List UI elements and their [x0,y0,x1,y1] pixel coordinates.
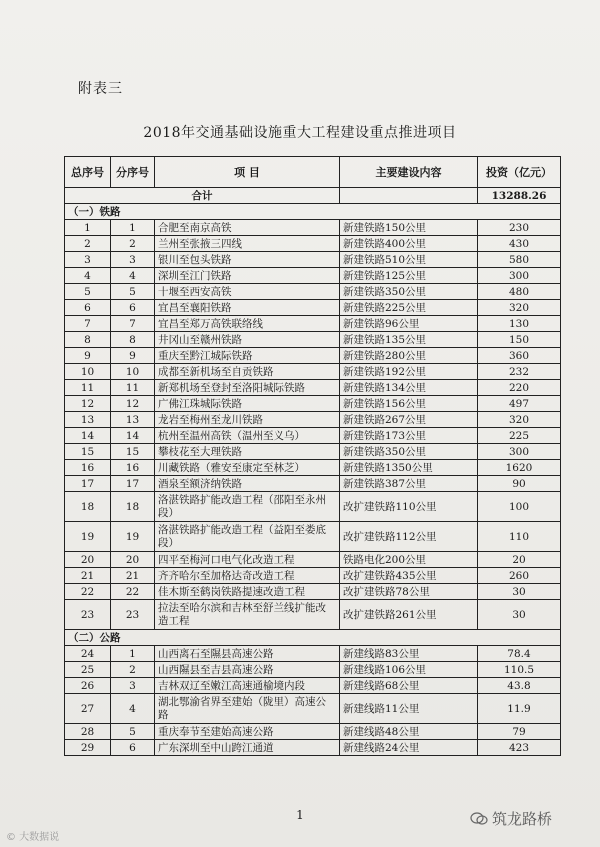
header-project: 项 目 [155,157,340,188]
total-no-cell: 20 [65,552,111,568]
sub-no-cell: 1 [111,646,155,662]
content-cell: 新建铁路134公里 [340,380,478,396]
table-row [65,332,561,348]
investment-cell: 110.5 [478,662,561,678]
table-row [65,300,561,316]
sub-no-cell: 18 [111,492,155,522]
total-no-cell: 11 [65,380,111,396]
content-cell: 新建铁路156公里 [340,396,478,412]
table-row [65,348,561,364]
content-cell: 铁路电化200公里 [340,552,478,568]
investment-cell: 300 [478,268,561,284]
section-label: （一）铁路 [65,204,561,220]
investment-cell: 320 [478,412,561,428]
total-no-cell: 29 [65,740,111,756]
sub-no-cell: 5 [111,284,155,300]
total-label: 合计 [65,188,340,204]
total-no-cell: 14 [65,428,111,444]
sub-no-cell: 8 [111,332,155,348]
investment-cell: 30 [478,600,561,630]
content-cell: 新建线路48公里 [340,724,478,740]
content-cell: 新建线路83公里 [340,646,478,662]
project-cell: 佳木斯至鹤岗铁路提速改造工程 [155,584,340,600]
content-cell: 新建铁路192公里 [340,364,478,380]
page-number: 1 [296,808,304,822]
investment-cell: 79 [478,724,561,740]
content-cell: 新建铁路400公里 [340,236,478,252]
investment-cell: 480 [478,284,561,300]
content-cell: 新建铁路150公里 [340,220,478,236]
sub-no-cell: 15 [111,444,155,460]
table-row [65,444,561,460]
content-cell: 新建铁路1350公里 [340,460,478,476]
watermark-right [470,808,552,829]
content-cell: 改扩建铁路261公里 [340,600,478,630]
sub-no-cell: 4 [111,694,155,724]
watermark-left: © 大数据说 [6,832,60,843]
sub-no-cell: 19 [111,522,155,552]
appendix-label: 附表三 [78,81,123,97]
section-row [65,204,561,220]
project-cell: 洛湛铁路扩能改造工程（邵阳至永州段） [155,492,340,522]
content-cell: 新建线路24公里 [340,740,478,756]
table-row [65,252,561,268]
table-row [65,678,561,694]
header-total-no: 总序号 [65,157,111,188]
table-row [65,236,561,252]
table-row [65,568,561,584]
total-no-cell: 19 [65,522,111,552]
header-content: 主要建设内容 [340,157,478,188]
project-cell: 四平至梅河口电气化改造工程 [155,552,340,568]
total-no-cell: 22 [65,584,111,600]
sub-no-cell: 20 [111,552,155,568]
total-no-cell: 9 [65,348,111,364]
total-no-cell: 5 [65,284,111,300]
table-row [65,740,561,756]
project-cell: 宜昌至郑万高铁联络线 [155,316,340,332]
section-row [65,630,561,646]
content-cell: 改扩建铁路112公里 [340,522,478,552]
total-no-cell: 26 [65,678,111,694]
table-header-row [65,157,561,188]
investment-cell: 43.8 [478,678,561,694]
project-cell: 银川至包头铁路 [155,252,340,268]
content-cell: 改扩建铁路110公里 [340,492,478,522]
total-no-cell: 16 [65,460,111,476]
table-row [65,600,561,630]
total-row [65,188,561,204]
table-row [65,380,561,396]
investment-cell: 100 [478,492,561,522]
total-no-cell: 8 [65,332,111,348]
total-no-cell: 12 [65,396,111,412]
project-cell: 洛湛铁路扩能改造工程（益阳至娄底段） [155,522,340,552]
investment-cell: 20 [478,552,561,568]
table-row [65,284,561,300]
header-investment: 投资（亿元） [478,157,561,188]
investment-cell: 30 [478,584,561,600]
content-cell: 新建铁路225公里 [340,300,478,316]
chat-bubble-icon [470,812,488,826]
project-cell: 山西隰县至吉县高速公路 [155,662,340,678]
investment-cell: 360 [478,348,561,364]
project-cell: 重庆奉节至建始高速公路 [155,724,340,740]
sub-no-cell: 1 [111,220,155,236]
content-cell: 改扩建铁路435公里 [340,568,478,584]
total-no-cell: 24 [65,646,111,662]
content-cell: 新建铁路510公里 [340,252,478,268]
project-cell: 广佛江珠城际铁路 [155,396,340,412]
sub-no-cell: 13 [111,412,155,428]
sub-no-cell: 7 [111,316,155,332]
investment-cell: 225 [478,428,561,444]
content-cell: 新建铁路387公里 [340,476,478,492]
project-cell: 齐齐哈尔至加格达奇改造工程 [155,568,340,584]
total-no-cell: 6 [65,300,111,316]
sub-no-cell: 9 [111,348,155,364]
content-cell: 新建铁路173公里 [340,428,478,444]
watermark-right-text: 筑龙路桥 [492,810,553,828]
content-cell: 新建线路11公里 [340,694,478,724]
table-row [65,724,561,740]
project-cell: 井冈山至赣州铁路 [155,332,340,348]
project-cell: 拉法至哈尔滨和吉林至舒兰线扩能改造工程 [155,600,340,630]
project-cell: 酒泉至额济纳铁路 [155,476,340,492]
project-cell: 成都至新机场至自贡铁路 [155,364,340,380]
sub-no-cell: 2 [111,662,155,678]
investment-cell: 230 [478,220,561,236]
total-no-cell: 1 [65,220,111,236]
sub-no-cell: 23 [111,600,155,630]
table-row [65,662,561,678]
project-cell: 兰州至张掖三四线 [155,236,340,252]
table-row [65,476,561,492]
investment-cell: 580 [478,252,561,268]
table-row [65,316,561,332]
content-cell: 新建线路106公里 [340,662,478,678]
table-row [65,220,561,236]
header-sub-no: 分序号 [111,157,155,188]
projects-table [64,156,561,756]
project-cell: 宜昌至襄阳铁路 [155,300,340,316]
total-no-cell: 18 [65,492,111,522]
sub-no-cell: 5 [111,724,155,740]
document-title: 2018年交通基础设施重大工程建设重点推进项目 [143,125,457,141]
investment-cell: 260 [478,568,561,584]
total-no-cell: 28 [65,724,111,740]
investment-cell: 232 [478,364,561,380]
project-cell: 十堰至西安高铁 [155,284,340,300]
total-no-cell: 13 [65,412,111,428]
content-cell: 新建铁路280公里 [340,348,478,364]
content-cell: 新建铁路135公里 [340,332,478,348]
project-cell: 吉林双辽至嫩江高速通榆境内段 [155,678,340,694]
table-row [65,428,561,444]
content-cell: 新建铁路350公里 [340,284,478,300]
sub-no-cell: 4 [111,268,155,284]
content-cell: 新建铁路96公里 [340,316,478,332]
investment-cell: 11.9 [478,694,561,724]
total-no-cell: 7 [65,316,111,332]
sub-no-cell: 17 [111,476,155,492]
project-cell: 湖北鄂渝省界至建始（陇里）高速公路 [155,694,340,724]
project-cell: 攀枝花至大理铁路 [155,444,340,460]
total-no-cell: 10 [65,364,111,380]
content-cell: 新建线路68公里 [340,678,478,694]
project-cell: 广东深圳至中山跨江通道 [155,740,340,756]
project-cell: 山西离石至隰县高速公路 [155,646,340,662]
section-label: （二）公路 [65,630,561,646]
sub-no-cell: 21 [111,568,155,584]
investment-cell: 1620 [478,460,561,476]
table-row [65,552,561,568]
content-cell: 新建铁路350公里 [340,444,478,460]
table-row [65,584,561,600]
total-no-cell: 21 [65,568,111,584]
sub-no-cell: 6 [111,300,155,316]
sub-no-cell: 14 [111,428,155,444]
total-no-cell: 27 [65,694,111,724]
total-no-cell: 2 [65,236,111,252]
total-no-cell: 23 [65,600,111,630]
investment-cell: 430 [478,236,561,252]
project-cell: 合肥至南京高铁 [155,220,340,236]
project-cell: 深圳至江门铁路 [155,268,340,284]
sub-no-cell: 11 [111,380,155,396]
table-row [65,412,561,428]
project-cell: 重庆至黔江城际铁路 [155,348,340,364]
content-cell: 新建铁路267公里 [340,412,478,428]
project-cell: 杭州至温州高铁（温州至义乌） [155,428,340,444]
total-no-cell: 15 [65,444,111,460]
content-cell: 改扩建铁路78公里 [340,584,478,600]
table-row [65,522,561,552]
investment-cell: 130 [478,316,561,332]
table-row [65,364,561,380]
investment-cell: 90 [478,476,561,492]
total-no-cell: 3 [65,252,111,268]
investment-cell: 150 [478,332,561,348]
investment-cell: 220 [478,380,561,396]
total-no-cell: 25 [65,662,111,678]
table-row [65,694,561,724]
project-cell: 龙岩至梅州至龙川铁路 [155,412,340,428]
investment-cell: 423 [478,740,561,756]
table-row [65,396,561,412]
table-row [65,268,561,284]
sub-no-cell: 3 [111,252,155,268]
table-row [65,460,561,476]
project-cell: 川藏铁路（雅安至康定至林芝） [155,460,340,476]
investment-cell: 110 [478,522,561,552]
sub-no-cell: 22 [111,584,155,600]
investment-cell: 300 [478,444,561,460]
content-cell: 新建铁路125公里 [340,268,478,284]
sub-no-cell: 16 [111,460,155,476]
project-cell: 新郑机场至登封至洛阳城际铁路 [155,380,340,396]
sub-no-cell: 6 [111,740,155,756]
total-value: 13288.26 [478,188,561,204]
total-empty-cell [340,188,478,204]
sub-no-cell: 10 [111,364,155,380]
table-row [65,492,561,522]
investment-cell: 497 [478,396,561,412]
investment-cell: 320 [478,300,561,316]
total-no-cell: 4 [65,268,111,284]
total-no-cell: 17 [65,476,111,492]
investment-cell: 78.4 [478,646,561,662]
sub-no-cell: 12 [111,396,155,412]
table-row [65,646,561,662]
sub-no-cell: 2 [111,236,155,252]
sub-no-cell: 3 [111,678,155,694]
